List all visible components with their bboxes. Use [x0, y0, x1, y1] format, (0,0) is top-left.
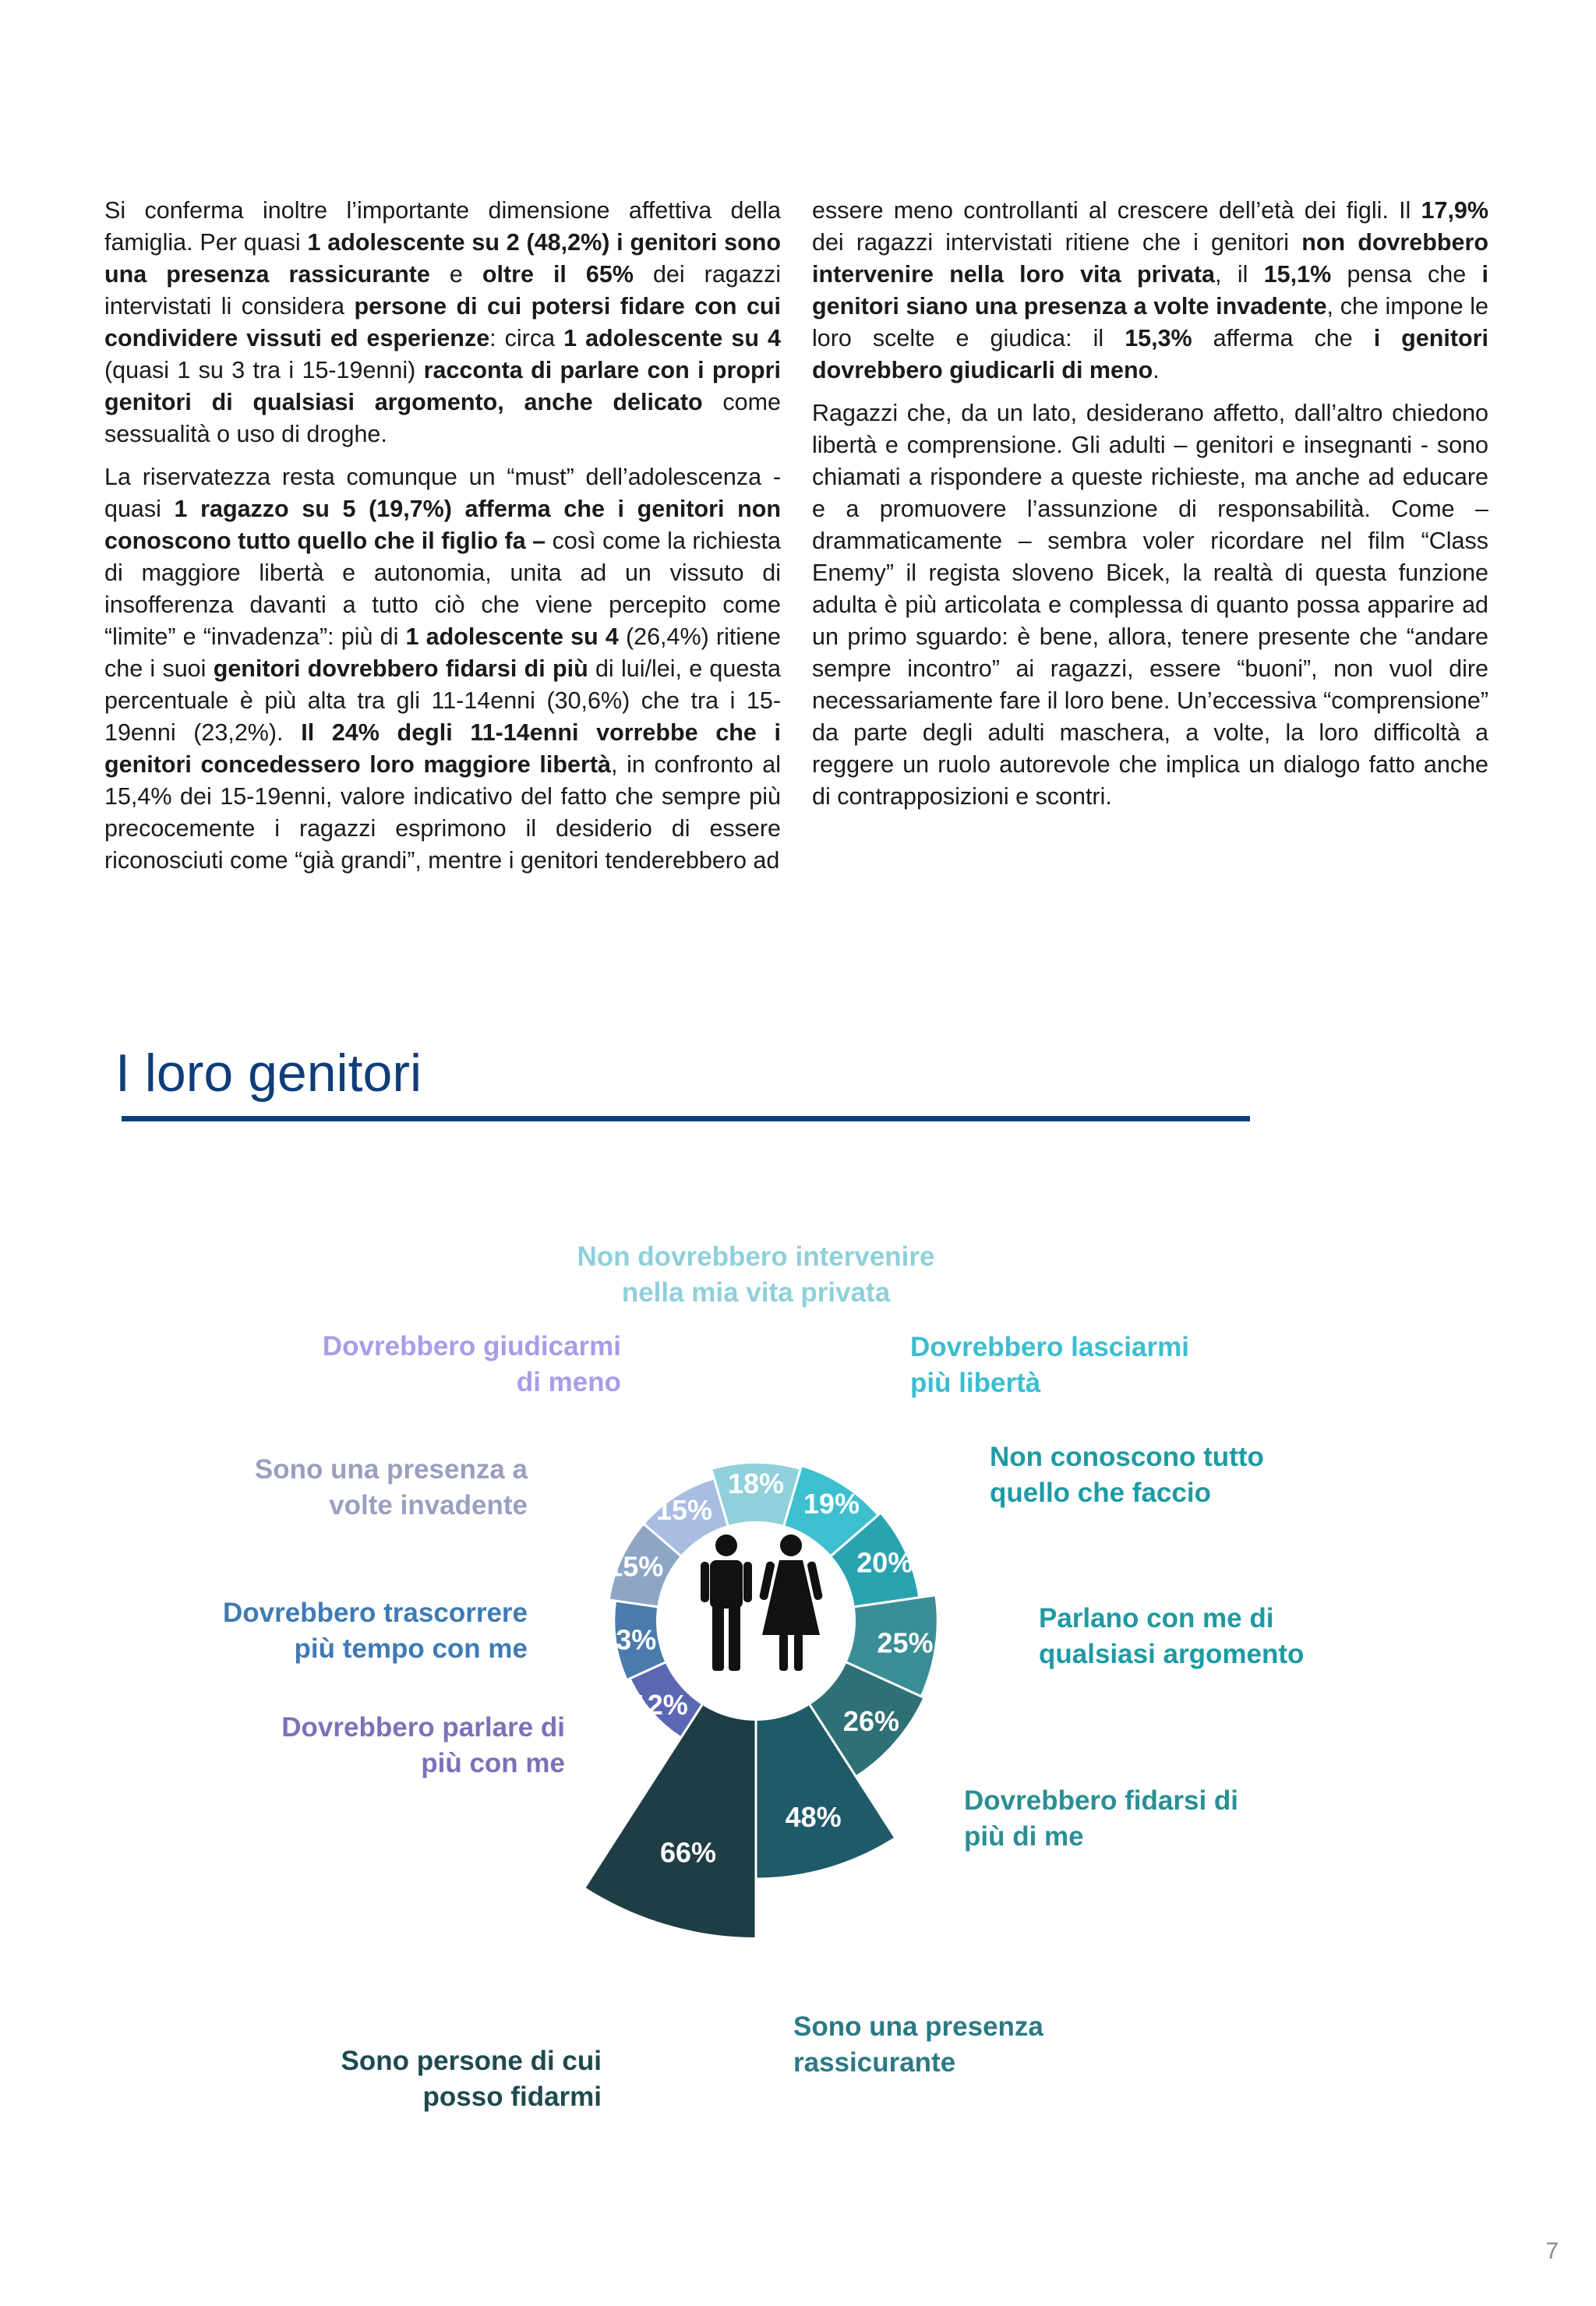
text-run: di lui/lei, e questa percentuale è più alta tra gli 11-14enni (30,6%) che tra i 15-19enni (23,2%).: [104, 655, 781, 746]
chart-category-label: Dovrebbero trascorrere più tempo con me: [223, 1598, 528, 1664]
bold-run: 1 adolescente su 2 (48,2%) i genitori sono una presenza rassicurante: [104, 229, 781, 288]
section-title-underline: [122, 1116, 1250, 1121]
text-run: La riservatezza resta comunque un “must” dell’adolescenza - quasi: [104, 464, 781, 522]
bold-run: 1 adolescente su 4: [405, 623, 619, 650]
text-run: Ragazzi che, da un lato, desiderano affetto, dall’altro chiedono libertà e comprensione. Gli adulti – genitori e insegnanti - sono chiamati a rispondere a queste richieste, ma anche ad educare e a promuovere l’assunzione di responsabilità. Come – drammaticamente – sembra voler ricordare nel film “Class Enemy” il regista sloveno Bicek, la realtà di questa funzione adulta è più articolata e complessa di quanto possa apparire ad un primo sguardo: è bene, allora, tenere presente che “andare sempre incontro” ai ragazzi, essere “buoni”, non vuol dire necessariamente fare il loro bene. Un’eccessiva “comprensione” da parte degli adulti maschera, a volte, la loro difficoltà a reggere un ruolo autorevole che implica un dialogo fatto anche di contrapposizioni e scontri.: [812, 400, 1488, 810]
text-run: , che impone le loro scelte e giudica: il: [812, 293, 1489, 351]
chart-category-label: Dovrebbero parlare di più con me: [281, 1712, 565, 1778]
chart-value-label: 19%: [803, 1488, 860, 1520]
text-run: come sessualità o uso di droghe.: [104, 389, 781, 447]
bold-run: 17,9%: [1421, 197, 1488, 224]
text-run: e: [429, 261, 482, 288]
chart-category-label: Sono una presenza a volte invadente: [254, 1454, 528, 1520]
bold-run: Il 24% degli 11-14enni vorrebbe che i genitori concedessero loro maggiore libertà: [104, 719, 782, 778]
chart-value-label: 20%: [856, 1546, 913, 1579]
chart-category-label: Non conoscono tutto quello che faccio: [990, 1442, 1264, 1508]
bold-run: 15,3%: [1125, 325, 1192, 351]
chart-category-label: Dovrebbero giudicarmi di meno: [322, 1331, 621, 1397]
chart-value-label: 13%: [600, 1623, 657, 1656]
bold-run: oltre il 65%: [482, 261, 634, 288]
text-run: pensa che: [1331, 261, 1482, 288]
bold-run: i genitori siano una presenza a volte invadente: [812, 261, 1488, 320]
text-run: .: [1153, 357, 1160, 383]
chart-value-label: 15%: [656, 1493, 713, 1526]
chart-category-label: Sono persone di cui posso fidarmi: [341, 2046, 602, 2112]
bold-run: 15,1%: [1263, 261, 1332, 288]
text-run: così come la richiesta di maggiore libertà e autonomia, unita ad un vissuto di insofferenza davanti a tutto ciò che viene percepito come “limite” e “invadenza”: più di: [104, 528, 781, 650]
page-number: 7: [1545, 2238, 1559, 2264]
chart-value-label: 66%: [659, 1836, 717, 1869]
paragraph-left-1: [104, 195, 781, 450]
bold-run: persone di cui potersi fidare con cui condividere vissuti ed esperienze: [104, 293, 782, 351]
text-run: Si conferma inoltre l’importante dimensione affettiva della famiglia. Per quasi: [104, 197, 781, 256]
chart-value-label: 26%: [842, 1705, 899, 1738]
text-run: (quasi 1 su 3 tra i 15-19enni): [104, 357, 424, 383]
chart-category-label: Dovrebbero lasciarmi più libertà: [910, 1332, 1189, 1398]
paragraph-right-1: [812, 195, 1488, 387]
paragraph-right-2: [812, 397, 1488, 813]
chart-value-label: 12%: [631, 1688, 688, 1721]
chart-category-label: Parlano con me di qualsiasi argomento: [1039, 1603, 1305, 1669]
text-run: afferma che: [1192, 325, 1374, 351]
bold-run: i genitori dovrebbero giudicarli di meno: [812, 325, 1489, 383]
chart-category-label: Non dovrebbero intervenire nella mia vita privata: [577, 1241, 935, 1308]
section-title: I loro genitori: [115, 1044, 422, 1103]
body-text-right-column: [812, 195, 1488, 824]
text-run: dei ragazzi intervistati li considera: [104, 261, 781, 320]
bold-run: non dovrebbero intervenire nella loro vita privata: [812, 229, 1488, 288]
bold-run: racconta di parlare con i propri genitori di qualsiasi argomento, anche delicato: [104, 357, 781, 415]
bold-run: 1 adolescente su 4: [563, 325, 781, 351]
text-run: essere meno controllanti al crescere dell’età dei figli. Il: [812, 197, 1421, 224]
bold-run: genitori dovrebbero fidarsi di più: [213, 655, 588, 682]
chart-value-label: 18%: [727, 1467, 785, 1499]
chart-value-label: 15%: [607, 1550, 664, 1583]
chart-category-label: Sono una presenza rassicurante: [793, 2011, 1043, 2078]
body-text-left-column: [104, 195, 781, 888]
text-run: (26,4%) ritiene che i suoi: [104, 623, 781, 682]
text-run: : circa: [489, 325, 564, 351]
bold-run: 1 ragazzo su 5 (19,7%) afferma che i genitori non conoscono tutto quello che il figlio fa –: [104, 496, 781, 554]
text-run: , il: [1215, 261, 1264, 288]
text-run: dei ragazzi intervistati ritiene che i genitori: [812, 229, 1302, 256]
text-run: , in confronto al 15,4% dei 15-19enni, valore indicativo del fatto che sempre più precocemente i ragazzi esprimono il desiderio di essere riconosciuti come “già grandi”, mentre i genitori tenderebbero ad: [104, 751, 781, 874]
chart-category-label: Dovrebbero fidarsi di più di me: [964, 1785, 1239, 1852]
chart-value-label: 48%: [785, 1800, 842, 1833]
chart-value-label: 25%: [877, 1626, 934, 1659]
paragraph-left-2: [104, 461, 781, 877]
parents-polar-area-chart: [0, 1169, 1596, 2143]
